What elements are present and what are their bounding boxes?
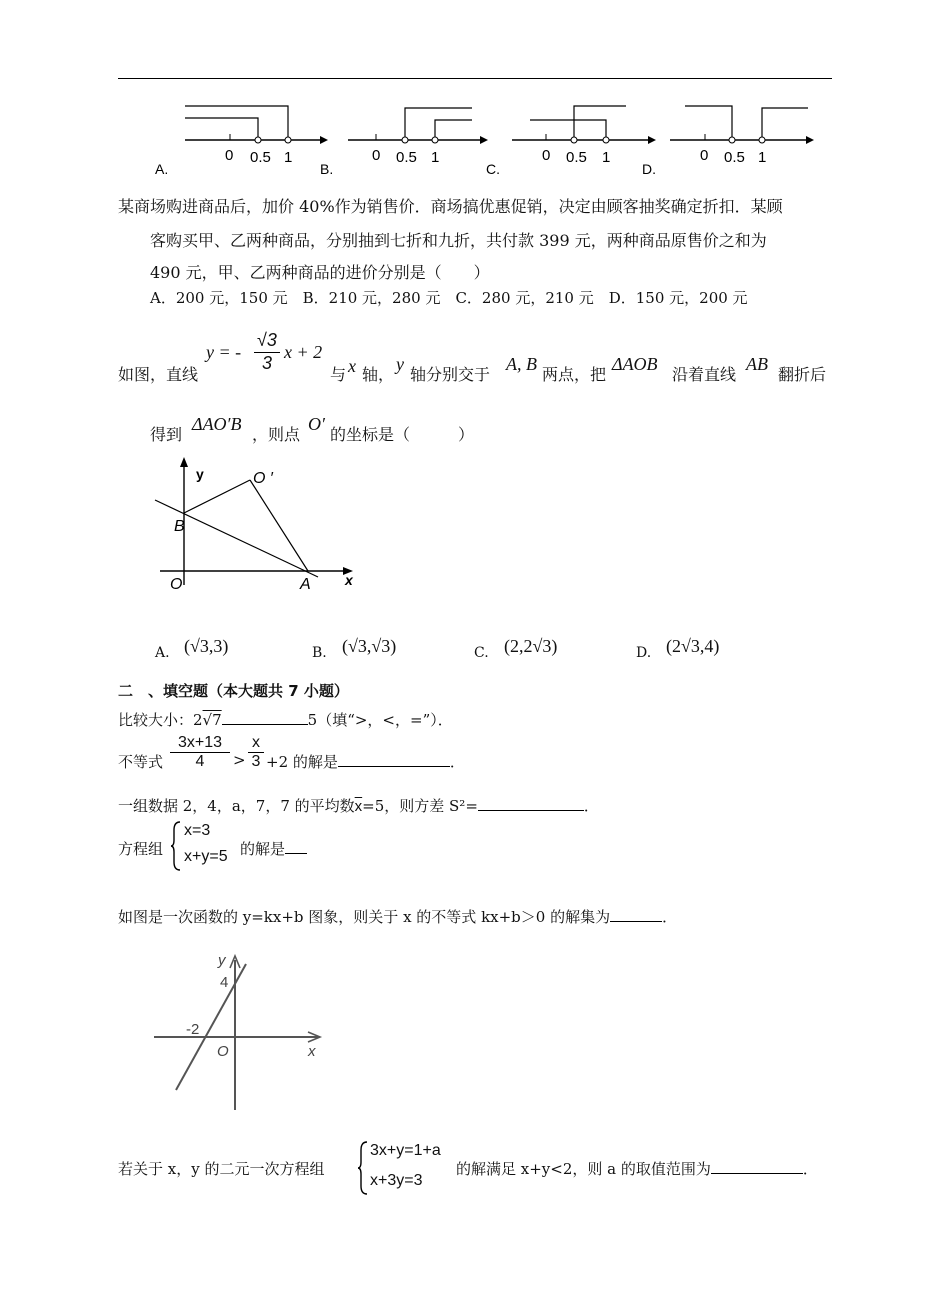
q-fold-text: 轴， [362,365,395,384]
section-title: 二 、填空题（本大题共 7 小题） [118,682,349,700]
fill6-suffix: 的解满足 x+y<2，则 a 的取值范围为 [456,1160,711,1178]
tick-label: 0 [700,147,709,164]
fill6-end: ． [802,1160,818,1178]
fill2-gt: > [233,751,246,769]
q-fold-text: ，则点 [252,425,301,444]
axis-label-x: x [308,1043,316,1060]
triangle-aob-prime: ΔAO′B [192,414,242,434]
q-fold-text: 的坐标是（ ） [330,425,475,444]
fold-option-value: (√3,3) [184,636,229,656]
numberline-option-d [642,106,814,177]
numberline-options-figure [150,96,830,186]
linear-function-figure [150,950,330,1115]
q-store-line3: 490 元，甲、乙两种商品的进价分别是（ ） [150,263,490,282]
header-rule [118,78,832,79]
tick-label: 1 [431,149,440,166]
q-fold-text: 翻折后 [778,365,827,384]
q-fold-text: 两点，把 [542,365,607,384]
numberline-option-b [320,108,488,177]
option-letter: B. [320,161,334,177]
answer-blank[interactable] [285,853,307,854]
fill1 [118,709,453,730]
tick-label: 0 [225,147,234,164]
fold-option-letter: C. [474,645,489,661]
triangle-aob: ΔAOB [612,354,658,374]
fill4-suffix: 的解是 [240,840,286,858]
fill2-tail [266,751,465,772]
label-b: B [174,518,185,535]
fill5-text: 如图是一次函数的 y=kx+b 图象，则关于 x 的不等式 kx+b＞0 的解集为 [118,908,611,926]
answer-blank[interactable] [711,1173,803,1174]
fraction-denominator: 3 [254,352,280,374]
fill6-eq2: x+3y=3 [370,1172,423,1189]
fill6-tail [456,1158,818,1179]
intercept-4: 4 [220,974,229,991]
tick-label: 1 [284,149,293,166]
q-fold-text: 与 [330,365,347,384]
axis-label-x: x [345,572,353,588]
fraction-denominator: 3 [248,752,264,771]
tick-label: 0 [372,147,381,164]
fill3-text: 一组数据 2，4，a，7，7 的平均数 [118,797,355,815]
option-letter: C. [486,161,500,177]
fill2-fraction-1 [170,734,230,771]
fold-figure [150,455,370,600]
fill3 [118,795,599,816]
tick-label: 0 [542,147,551,164]
tick-label: 0.5 [250,149,271,166]
fill1-prefix: 比较大小：2 [118,711,203,729]
q-store-line2: 客购买甲、乙两种商品，分别抽到七折和九折，共付款 399 元，两种商品原售价之和为 [150,231,767,250]
label-a: A [300,576,311,593]
q-fold-text: 轴分别交于 [410,365,491,384]
fill1-suffix: 5（填“>，<，=”）． [307,711,453,729]
fraction-numerator: √3 [257,330,277,350]
fraction-denominator: 4 [170,752,230,771]
fill2-prefix: 不等式 [118,753,164,771]
tick-label: 0.5 [724,149,745,166]
q-fold-text: 沿着直线 [672,365,737,384]
origin-label: O [217,1043,229,1060]
tick-label: 0.5 [396,149,417,166]
numberline-option-c [486,106,656,177]
fill6-eq1: 3x+y=1+a [370,1142,441,1159]
fill3-end: ． [583,797,599,815]
tick-label: 1 [758,149,767,166]
fill4-tail [240,838,307,859]
label-o-prime: O ′ [253,470,273,487]
fill1-radical: √7 [202,711,222,729]
point-o-prime: O′ [308,414,325,434]
line-equation-fraction [254,330,280,374]
answer-blank[interactable] [222,724,308,725]
fold-option-value: (2,2√3) [504,636,558,656]
fold-option-letter: A. [155,645,170,661]
answer-blank[interactable] [610,921,662,922]
x-symbol: x [348,356,356,376]
line-ab: AB [746,354,768,374]
axis-label-y: y [196,466,204,482]
y-symbol: y [396,354,404,374]
q-store-line1: 某商场购进商品后，加价 40%作为销售价．商场搞优惠促销，决定由顾客抽奖确定折扣．某顾 [118,197,783,216]
tick-label: 1 [602,149,611,166]
answer-blank[interactable] [478,810,584,811]
numberline-option-a [155,106,328,177]
fraction-numerator: 3x+13 [177,734,223,751]
fold-option-value: (√3,√3) [342,636,397,656]
fill4-eq2: x+y=5 [184,848,228,865]
q-fold-prefix: 如图，直线 [118,365,199,384]
line-equation-rhs: x + 2 [284,342,323,362]
fill4-eq1: x=3 [184,822,211,839]
brace-icon [357,1140,369,1196]
fold-option-letter: B. [312,645,327,661]
axis-label-y: y [218,952,226,969]
tick-label: 0.5 [566,149,587,166]
fill2-fraction-2 [248,734,264,771]
q-store-options: A．200 元，150 元 B．210 元，280 元 C．280 元，210 元 D．150 元，200 元 [150,289,748,307]
fold-option-letter: D. [636,645,652,661]
fill5-end: ． [662,908,678,926]
fill3-xbar: $\overline{x}$ [354,798,363,815]
fraction-numerator: x [252,734,260,751]
option-letter: D. [642,161,656,177]
line-equation-lhs: y = - [206,342,242,362]
fill5 [118,906,677,927]
fill2-end: ． [449,753,465,771]
points-ab: A, B [506,354,537,374]
fill3-mid: =5，则方差 S²= [362,797,478,815]
answer-blank[interactable] [338,766,450,767]
fill6-prefix: 若关于 x，y 的二元一次方程组 [118,1160,325,1178]
brace-icon [170,820,182,872]
q-fold-text: 得到 [150,425,183,444]
fill2-text: +2 的解是 [266,753,338,771]
label-o: O [170,576,183,593]
option-letter: A. [155,161,169,177]
intercept-neg2: -2 [186,1021,200,1038]
fold-option-value: (2√3,4) [666,636,720,656]
fill4-prefix: 方程组 [118,840,164,858]
